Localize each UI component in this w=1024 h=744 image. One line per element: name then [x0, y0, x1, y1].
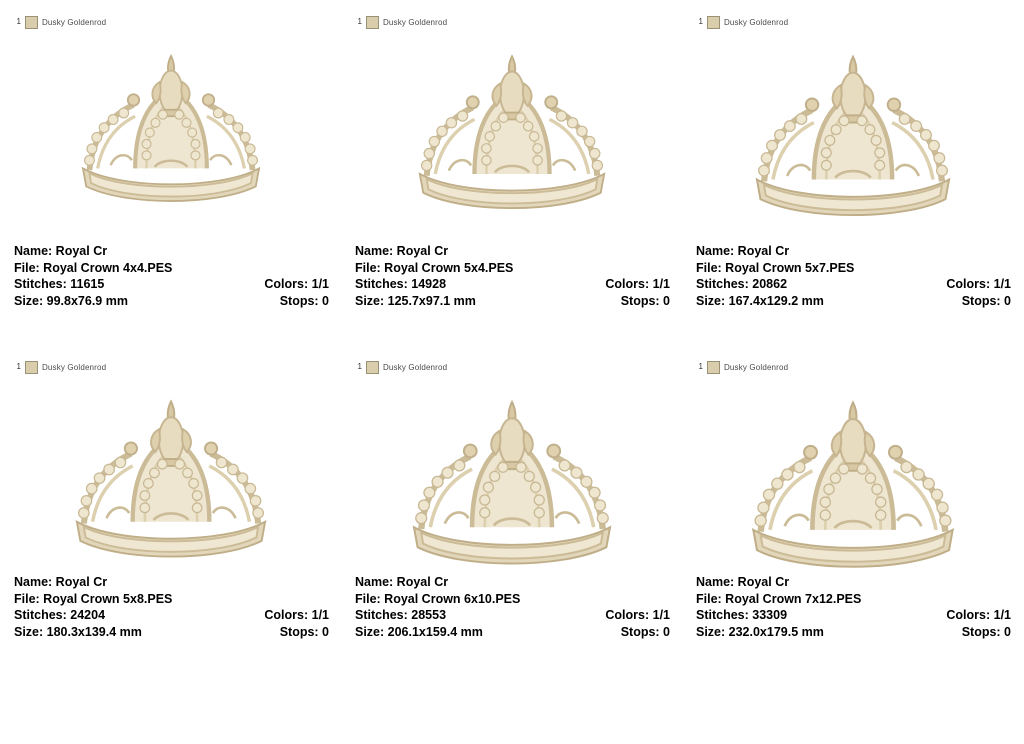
design-info	[14, 243, 329, 309]
design-stops: Stops: 0	[961, 624, 1011, 639]
design-card[interactable]	[341, 345, 682, 690]
design-stops: Stops: 0	[279, 624, 329, 639]
design-size: Size: 232.0x179.5 mm	[696, 624, 824, 639]
design-name: Name: Royal Cr	[696, 575, 790, 589]
color-name: Dusky Goldenrod	[383, 17, 448, 27]
color-legend	[355, 359, 668, 375]
design-stops: Stops: 0	[279, 293, 329, 308]
design-info	[696, 574, 1011, 640]
crown-artwork	[696, 377, 1009, 582]
design-card[interactable]	[682, 345, 1023, 690]
crown-icon	[57, 391, 285, 581]
color-name: Dusky Goldenrod	[42, 362, 107, 372]
design-card[interactable]	[341, 0, 682, 345]
design-name: Name: Royal Cr	[696, 244, 790, 258]
crown-artwork	[355, 32, 668, 237]
color-name: Dusky Goldenrod	[724, 362, 789, 372]
crown-icon	[65, 46, 277, 224]
color-index: 1	[16, 362, 21, 371]
design-name: Name: Royal Cr	[14, 244, 108, 258]
design-file: File: Royal Crown 7x12.PES	[696, 591, 862, 606]
color-name: Dusky Goldenrod	[383, 362, 448, 372]
color-index: 1	[16, 17, 21, 26]
design-file: File: Royal Crown 5x7.PES	[696, 260, 855, 275]
color-legend	[14, 359, 327, 375]
design-file: File: Royal Crown 4x4.PES	[14, 260, 173, 275]
color-legend	[14, 14, 327, 30]
design-size: Size: 125.7x97.1 mm	[355, 293, 476, 308]
design-card[interactable]	[0, 345, 341, 690]
color-swatch-icon	[25, 361, 38, 374]
design-info	[355, 243, 670, 309]
crown-icon	[733, 391, 973, 593]
design-card[interactable]	[0, 0, 341, 345]
design-stitches: Stitches: 33309	[696, 608, 788, 622]
color-index: 1	[698, 17, 703, 26]
design-stitches: Stitches: 11615	[14, 277, 105, 291]
design-size: Size: 167.4x129.2 mm	[696, 293, 824, 308]
design-stitches: Stitches: 24204	[14, 608, 106, 622]
crown-artwork	[14, 32, 327, 237]
color-name: Dusky Goldenrod	[724, 17, 789, 27]
design-colors: Colors: 1/1	[605, 608, 670, 622]
color-index: 1	[357, 17, 362, 26]
design-colors: Colors: 1/1	[946, 277, 1011, 291]
crown-artwork	[696, 32, 1009, 237]
design-file: File: Royal Crown 6x10.PES	[355, 591, 521, 606]
design-colors: Colors: 1/1	[605, 277, 670, 291]
design-file: File: Royal Crown 5x4.PES	[355, 260, 514, 275]
design-info	[696, 243, 1011, 309]
color-legend	[696, 359, 1009, 375]
design-colors: Colors: 1/1	[264, 277, 329, 291]
crown-artwork	[355, 377, 668, 582]
design-size: Size: 180.3x139.4 mm	[14, 624, 142, 639]
design-stitches: Stitches: 14928	[355, 277, 447, 291]
design-colors: Colors: 1/1	[946, 608, 1011, 622]
design-stitches: Stitches: 20862	[696, 277, 788, 291]
design-stops: Stops: 0	[961, 293, 1011, 308]
design-card[interactable]	[682, 0, 1023, 345]
design-info	[14, 574, 329, 640]
design-stops: Stops: 0	[620, 624, 670, 639]
color-index: 1	[698, 362, 703, 371]
design-name: Name: Royal Cr	[355, 244, 449, 258]
color-swatch-icon	[366, 16, 379, 29]
design-size: Size: 99.8x76.9 mm	[14, 293, 128, 308]
design-file: File: Royal Crown 5x8.PES	[14, 591, 173, 606]
design-name: Name: Royal Cr	[14, 575, 108, 589]
color-swatch-icon	[707, 361, 720, 374]
color-legend	[696, 14, 1009, 30]
color-swatch-icon	[707, 16, 720, 29]
design-info	[355, 574, 670, 640]
color-index: 1	[357, 362, 362, 371]
design-stops: Stops: 0	[620, 293, 670, 308]
crown-artwork	[14, 377, 327, 582]
color-swatch-icon	[25, 16, 38, 29]
color-legend	[355, 14, 668, 30]
color-swatch-icon	[366, 361, 379, 374]
color-name: Dusky Goldenrod	[42, 17, 107, 27]
design-size: Size: 206.1x159.4 mm	[355, 624, 483, 639]
design-colors: Colors: 1/1	[264, 608, 329, 622]
design-name: Name: Royal Cr	[355, 575, 449, 589]
design-stitches: Stitches: 28553	[355, 608, 447, 622]
crown-icon	[401, 46, 623, 232]
crown-icon	[394, 391, 630, 589]
crown-icon	[737, 46, 969, 240]
